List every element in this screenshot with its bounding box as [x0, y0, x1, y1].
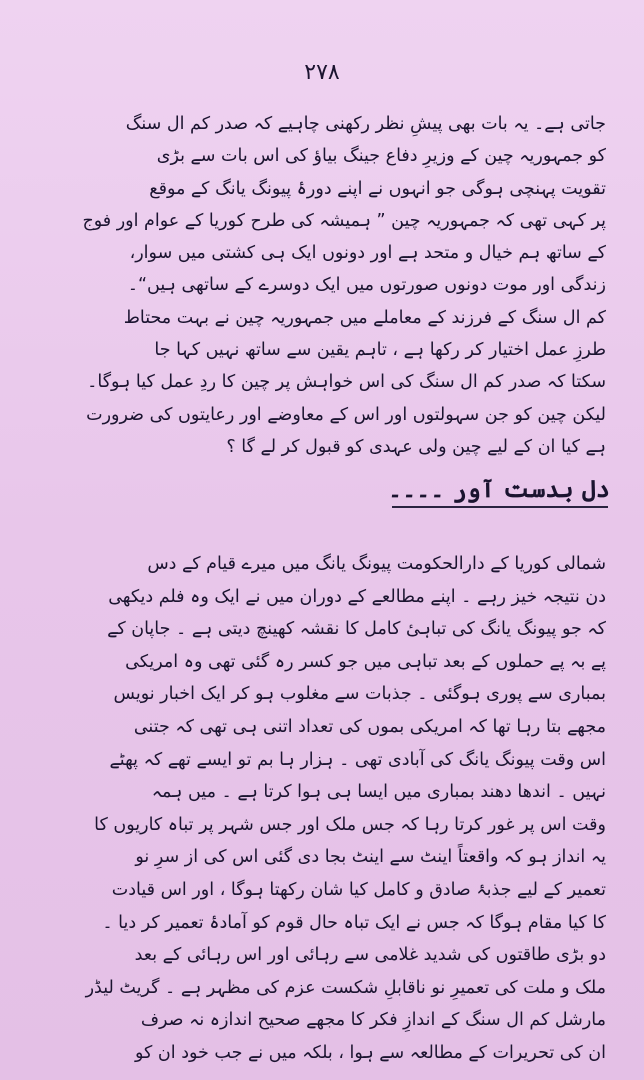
paragraph-succession [58, 108, 606, 463]
text-line: تعمیر کے لیے جذبۂ صادق و کامل کیا شان رکھتا ہوگا ، اور اس قیادت [111, 879, 606, 900]
text-line: ملک و ملت کی تعمیرِ نو ناقابلِ شکست عزم کی مظہر ہے ۔ گریٹ لیڈر [85, 977, 606, 998]
text-line: ہے کیا ان کے لیے چین ولی عہدی کو قبول کر لے گا ؟ [226, 436, 606, 457]
text-line: لیکن چین کو جن سہولتوں اور اس کے معاوضے اور رعایتوں کی ضرورت [86, 404, 606, 425]
heading-underline [392, 506, 608, 508]
text-line: ان کی تحریرات کے مطالعہ سے ہوا ، بلکہ میں نے جب خود ان کو [134, 1042, 606, 1063]
text-line: مجھے بتا رہا تھا کہ امریکی بموں کی تعداد اتنی ہی تھی کہ جتنی [133, 716, 606, 737]
text-line: کم ال سنگ کے فرزند کے معاملے میں جمہوریہ چین نے بہت محتاط [123, 307, 606, 328]
text-line: کہ جو پیونگ یانگ کی تباہیٔ کامل کا نقشہ کھینچ دیتی ہے ۔ جاپان کے [107, 619, 606, 640]
text-line: طرزِ عمل اختیار کر رکھا ہے ، تاہم یقین سے ساتھ نہیں کہا جا [154, 340, 606, 361]
text-line: اس وقت پیونگ یانگ کی آبادی تھی ۔ ہزار ہا بم تو ایسے تھے کہ پھٹے [109, 749, 606, 770]
text-line: یہ انداز ہو کہ واقعتاً اینٹ سے اینٹ بجا دی گئی اس کی از سرِ نو [135, 847, 606, 868]
text-line: پے بہ پے حملوں کے بعد تباہی میں جو کسر رہ گئی تھی وہ امریکی [125, 651, 606, 672]
text-line: دن نتیجہ خیز رہے ۔ اپنے مطالعے کے دوران میں نے ایک وہ فلم دیکھی [108, 586, 606, 607]
text-line: سکتا کہ صدر کم ال سنگ کی اس خواہش پر چین کا ردِ عمل کیا ہوگا۔ [87, 372, 606, 393]
section-heading: دل بدست آور ۔۔۔۔ [388, 474, 610, 503]
text-line: کا کیا مقام ہوگا کہ جس نے ایک تباہ حال قوم کو آمادۂ تعمیر کر دیا ۔ [102, 912, 606, 933]
text-line: نہیں ۔ اندھا دھند بمباری میں ایسا ہی ہوا کرتا ہے ۔ میں ہمہ [151, 782, 606, 803]
text-line: تقویت پہنچی ہوگی جو انہوں نے اپنے دورۂ پیونگ یانگ کے موقع [149, 178, 606, 199]
text-line: زندگی اور موت دونوں صورتوں میں ایک دوسرے کے ساتھی ہیں“۔ [127, 275, 606, 296]
text-line: کو جمہوریہ چین کے وزیرِ دفاع جینگ بیاؤ کی اس بات سے بڑی [156, 146, 606, 167]
text-line: جاتی ہے۔ یہ بات بھی پیشِ نظر رکھنی چاہیے کہ صدر کم ال سنگ [125, 114, 606, 134]
text-line: مارشل کم ال سنگ کے اندازِ فکر کا مجھے صحیح اندازہ نہ صرف [140, 1010, 606, 1031]
page-number: ۲۷۸ [304, 60, 340, 85]
text-line: شمالی کوریا کے دارالحکومت پیونگ یانگ میں میرے قیام کے دس [147, 554, 606, 574]
text-line: پر کہی تھی کہ جمہوریہ چین ” ہمیشہ کی طرح کوریا کے عوام اور فوج [82, 210, 606, 231]
text-line: وقت اس پر غور کرتا رہا کہ جس ملک اور جس شہر پر تباہ کاریوں کا [94, 814, 606, 835]
text-line: دو بڑی طاقتوں کی شدید غلامی سے رہائی اور اس رہائی کے بعد [134, 945, 606, 966]
text-line: بمباری سے پوری ہوگئی ۔ جذبات سے مغلوب ہو کر ایک اخبار نویس [113, 684, 606, 705]
text-line: کے ساتھ ہم خیال و متحد ہے اور دونوں ایک ہی کشتی میں سوار، [129, 243, 606, 264]
paragraph-pyongyang [58, 548, 606, 1070]
